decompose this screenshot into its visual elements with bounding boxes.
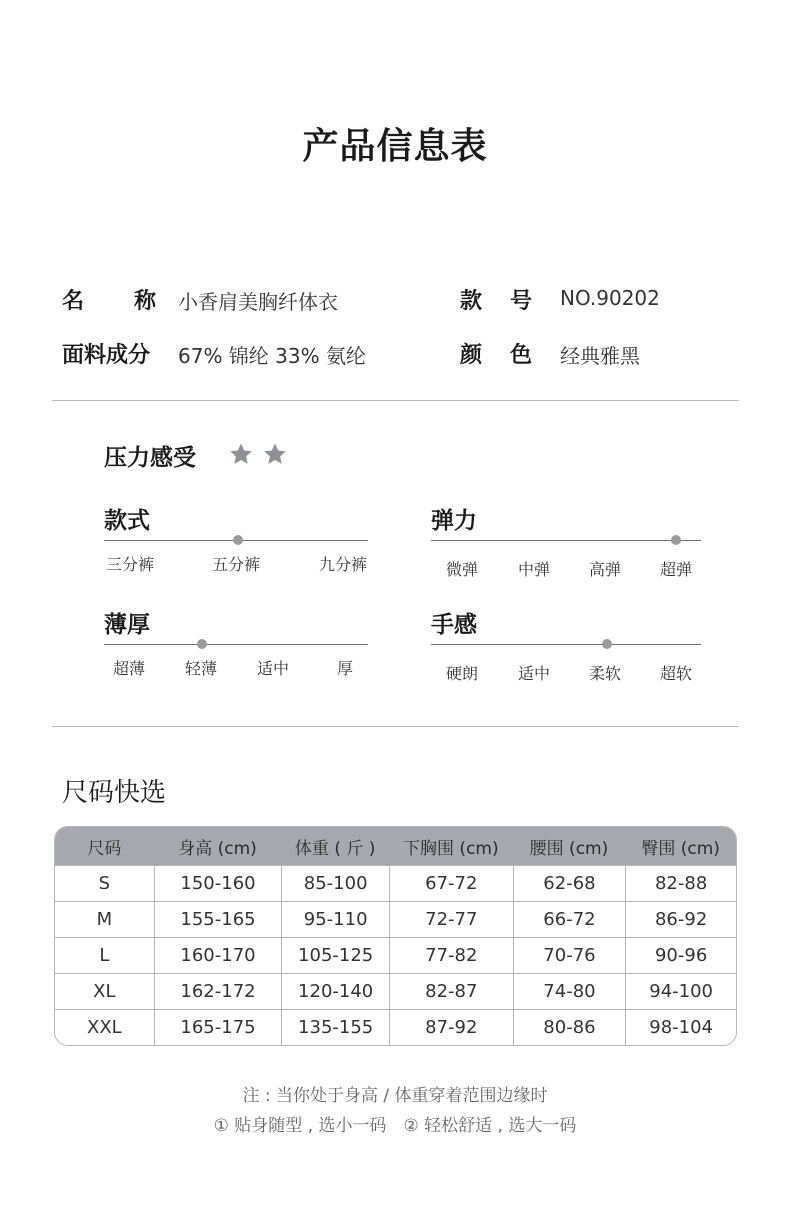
table-row	[55, 1009, 736, 1045]
cell-weight: 95-110	[281, 901, 389, 937]
style-no-key-char-2: 号	[509, 289, 532, 314]
style-option-1: 三分裤	[106, 555, 155, 574]
cell-size: L	[55, 937, 154, 973]
name-value: 小香肩美胸纤体衣	[178, 290, 338, 314]
style-no-key	[460, 284, 532, 315]
feel-scale-line	[431, 644, 701, 645]
header-waist: 腰围 (cm)	[513, 827, 626, 865]
style-option-2: 五分裤	[212, 555, 261, 574]
cell-hip: 98-104	[625, 1009, 736, 1045]
elasticity-option-2: 中弹	[518, 560, 551, 579]
cell-size: XL	[55, 973, 154, 1009]
cell-hip: 86-92	[625, 901, 736, 937]
cell-underbust: 87-92	[389, 1009, 513, 1045]
feel-option-4: 超软	[660, 664, 693, 683]
thickness-option-1: 超薄	[113, 659, 146, 678]
header-height: 身高 (cm)	[154, 827, 282, 865]
thickness-option-2: 轻薄	[185, 659, 218, 678]
cell-hip: 82-88	[625, 865, 736, 901]
name-key	[62, 284, 156, 315]
elasticity-option-3: 高弹	[589, 560, 622, 579]
cell-waist: 66-72	[513, 901, 626, 937]
fabric-key: 面料成分	[62, 343, 151, 368]
elasticity-scale-line	[431, 540, 701, 541]
cell-height: 155-165	[154, 901, 282, 937]
cell-hip: 94-100	[625, 973, 736, 1009]
cell-height: 165-175	[154, 1009, 282, 1045]
cell-height: 150-160	[154, 865, 282, 901]
elasticity-option-4: 超弹	[660, 560, 693, 579]
table-row	[55, 901, 736, 937]
cell-underbust: 67-72	[389, 865, 513, 901]
cell-waist: 62-68	[513, 865, 626, 901]
style-no-value: NO.90202	[560, 286, 660, 310]
style-scale-label: 款式	[104, 508, 150, 534]
thickness-scale-marker	[197, 639, 207, 649]
color-key	[460, 338, 532, 369]
cell-waist: 80-86	[513, 1009, 626, 1045]
feel-option-2: 适中	[518, 664, 551, 683]
divider-1	[52, 400, 739, 401]
elasticity-scale-marker	[671, 535, 681, 545]
feel-scale-label: 手感	[431, 612, 477, 638]
header-size: 尺码	[55, 827, 154, 865]
color-key-char-1: 颜	[460, 343, 483, 368]
note-line-1: 注 : 当你处于身高 / 体重穿着范围边缘时	[242, 1086, 548, 1106]
cell-weight: 135-155	[281, 1009, 389, 1045]
cell-height: 162-172	[154, 973, 282, 1009]
page-title: 产品信息表	[302, 126, 488, 167]
cell-size: XXL	[55, 1009, 154, 1045]
name-key-char-1: 名	[62, 289, 85, 314]
pressure-label: 压力感受	[104, 445, 196, 471]
style-scale-marker	[233, 535, 243, 545]
header-underbust: 下胸围 (cm)	[389, 827, 513, 865]
size-table-header-row	[55, 827, 736, 865]
cell-underbust: 82-87	[389, 973, 513, 1009]
cell-waist: 74-80	[513, 973, 626, 1009]
table-row	[55, 865, 736, 901]
feel-option-3: 柔软	[589, 664, 622, 683]
cell-size: S	[55, 865, 154, 901]
cell-underbust: 72-77	[389, 901, 513, 937]
note-line-2: ① 贴身随型 , 选小一码 ② 轻松舒适 , 选大一码	[213, 1116, 577, 1136]
thickness-scale-label: 薄厚	[104, 612, 150, 638]
feel-scale-marker	[602, 639, 612, 649]
star-icon	[229, 442, 253, 466]
color-key-char-2: 色	[509, 343, 532, 368]
star-icon	[263, 442, 287, 466]
cell-weight: 85-100	[281, 865, 389, 901]
thickness-scale-line	[104, 644, 368, 645]
fabric-value: 67% 锦纶 33% 氨纶	[178, 344, 366, 368]
header-weight: 体重 ( 斤 )	[281, 827, 389, 865]
size-section-title: 尺码快选	[62, 778, 167, 808]
thickness-option-3: 适中	[257, 659, 290, 678]
style-no-key-char-1: 款	[460, 289, 483, 314]
header-hip: 臀围 (cm)	[625, 827, 736, 865]
size-table	[54, 826, 737, 1046]
cell-underbust: 77-82	[389, 937, 513, 973]
cell-waist: 70-76	[513, 937, 626, 973]
cell-weight: 105-125	[281, 937, 389, 973]
feel-option-1: 硬朗	[446, 664, 479, 683]
cell-weight: 120-140	[281, 973, 389, 1009]
table-row	[55, 937, 736, 973]
cell-hip: 90-96	[625, 937, 736, 973]
cell-size: M	[55, 901, 154, 937]
name-key-char-2: 称	[133, 289, 156, 314]
elasticity-scale-label: 弹力	[431, 508, 477, 534]
cell-height: 160-170	[154, 937, 282, 973]
table-row	[55, 973, 736, 1009]
pressure-stars	[229, 442, 287, 466]
divider-2	[52, 726, 739, 727]
style-option-3: 九分裤	[319, 555, 368, 574]
thickness-option-4: 厚	[337, 659, 354, 678]
elasticity-option-1: 微弹	[446, 560, 479, 579]
color-value: 经典雅黑	[560, 344, 640, 368]
